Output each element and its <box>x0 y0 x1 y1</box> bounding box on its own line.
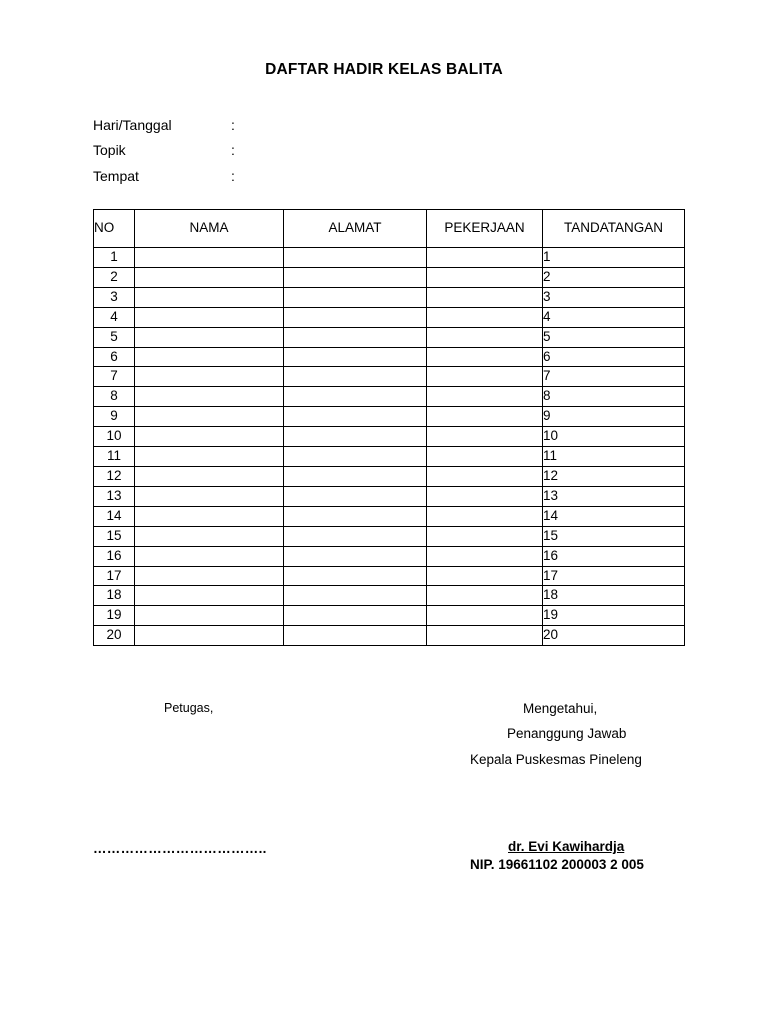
row-number: 8 <box>94 387 135 407</box>
pekerjaan-cell <box>427 347 543 367</box>
tandatangan-cell: 11 <box>543 447 685 467</box>
nama-cell <box>135 626 284 646</box>
table-row <box>94 307 685 327</box>
table-row <box>94 267 685 287</box>
pekerjaan-cell <box>427 626 543 646</box>
table-row <box>94 248 685 268</box>
tandatangan-cell: 19 <box>543 606 685 626</box>
table-row <box>94 486 685 506</box>
alamat-cell <box>284 566 427 586</box>
row-number: 18 <box>94 586 135 606</box>
alamat-cell <box>284 586 427 606</box>
pekerjaan-cell <box>427 387 543 407</box>
row-number: 5 <box>94 327 135 347</box>
table-row <box>94 327 685 347</box>
pekerjaan-cell <box>427 546 543 566</box>
header-nama: NAMA <box>135 210 284 248</box>
tandatangan-cell: 14 <box>543 506 685 526</box>
attendance-table <box>93 209 685 646</box>
table-row <box>94 586 685 606</box>
field-separator: : <box>231 117 235 133</box>
alamat-cell <box>284 626 427 646</box>
row-number: 10 <box>94 427 135 447</box>
tandatangan-cell: 18 <box>543 586 685 606</box>
penanggung-jawab-label: Penanggung Jawab <box>507 726 627 741</box>
table-row <box>94 526 685 546</box>
alamat-cell <box>284 546 427 566</box>
nama-cell <box>135 347 284 367</box>
pekerjaan-cell <box>427 327 543 347</box>
row-number: 9 <box>94 407 135 427</box>
nama-cell <box>135 546 284 566</box>
table-row <box>94 466 685 486</box>
kepala-puskesmas-label: Kepala Puskesmas Pineleng <box>470 752 642 767</box>
nama-cell <box>135 506 284 526</box>
row-number: 7 <box>94 367 135 387</box>
alamat-cell <box>284 526 427 546</box>
tandatangan-cell: 2 <box>543 267 685 287</box>
tandatangan-cell: 9 <box>543 407 685 427</box>
nama-cell <box>135 407 284 427</box>
pekerjaan-cell <box>427 267 543 287</box>
row-number: 1 <box>94 248 135 268</box>
nama-cell <box>135 287 284 307</box>
pekerjaan-cell <box>427 447 543 467</box>
field-topik <box>93 142 235 158</box>
table-header-row <box>94 210 685 248</box>
alamat-cell <box>284 287 427 307</box>
alamat-cell <box>284 248 427 268</box>
header-alamat: ALAMAT <box>284 210 427 248</box>
doctor-nip: NIP. 19661102 200003 2 005 <box>470 857 644 872</box>
alamat-cell <box>284 327 427 347</box>
row-number: 3 <box>94 287 135 307</box>
alamat-cell <box>284 606 427 626</box>
tandatangan-cell: 15 <box>543 526 685 546</box>
row-number: 13 <box>94 486 135 506</box>
pekerjaan-cell <box>427 526 543 546</box>
nama-cell <box>135 486 284 506</box>
row-number: 6 <box>94 347 135 367</box>
document-title: DAFTAR HADIR KELAS BALITA <box>265 61 503 78</box>
tandatangan-cell: 13 <box>543 486 685 506</box>
field-separator: : <box>231 142 235 158</box>
nama-cell <box>135 307 284 327</box>
tandatangan-cell: 16 <box>543 546 685 566</box>
nama-cell <box>135 466 284 486</box>
field-label: Tempat <box>93 168 139 184</box>
table-row <box>94 506 685 526</box>
nama-cell <box>135 267 284 287</box>
table-row <box>94 387 685 407</box>
alamat-cell <box>284 486 427 506</box>
field-label: Hari/Tanggal <box>93 117 172 133</box>
pekerjaan-cell <box>427 407 543 427</box>
tandatangan-cell: 8 <box>543 387 685 407</box>
nama-cell <box>135 427 284 447</box>
mengetahui-label: Mengetahui, <box>523 701 598 716</box>
row-number: 12 <box>94 466 135 486</box>
field-separator: : <box>231 168 235 184</box>
field-tempat <box>93 168 235 184</box>
nama-cell <box>135 367 284 387</box>
petugas-label: Petugas, <box>164 701 214 715</box>
row-number: 15 <box>94 526 135 546</box>
tandatangan-cell: 6 <box>543 347 685 367</box>
table-row <box>94 606 685 626</box>
pekerjaan-cell <box>427 307 543 327</box>
row-number: 11 <box>94 447 135 467</box>
row-number: 16 <box>94 546 135 566</box>
pekerjaan-cell <box>427 486 543 506</box>
nama-cell <box>135 248 284 268</box>
table-row <box>94 566 685 586</box>
tandatangan-cell: 3 <box>543 287 685 307</box>
alamat-cell <box>284 447 427 467</box>
petugas-signature-line: ……………………………….. <box>93 841 267 856</box>
header-tandatangan: TANDATANGAN <box>543 210 685 248</box>
pekerjaan-cell <box>427 566 543 586</box>
pekerjaan-cell <box>427 367 543 387</box>
pekerjaan-cell <box>427 287 543 307</box>
pekerjaan-cell <box>427 606 543 626</box>
table-row <box>94 626 685 646</box>
alamat-cell <box>284 367 427 387</box>
pekerjaan-cell <box>427 586 543 606</box>
tandatangan-cell: 4 <box>543 307 685 327</box>
field-hari-tanggal <box>93 117 235 133</box>
header-pekerjaan: PEKERJAAN <box>427 210 543 248</box>
table-row <box>94 287 685 307</box>
row-number: 17 <box>94 566 135 586</box>
tandatangan-cell: 17 <box>543 566 685 586</box>
nama-cell <box>135 387 284 407</box>
table-row <box>94 367 685 387</box>
table-row <box>94 447 685 467</box>
table-row <box>94 347 685 367</box>
tandatangan-cell: 1 <box>543 248 685 268</box>
nama-cell <box>135 526 284 546</box>
nama-cell <box>135 327 284 347</box>
nama-cell <box>135 447 284 467</box>
alamat-cell <box>284 427 427 447</box>
pekerjaan-cell <box>427 248 543 268</box>
row-number: 14 <box>94 506 135 526</box>
pekerjaan-cell <box>427 506 543 526</box>
table-row <box>94 546 685 566</box>
tandatangan-cell: 20 <box>543 626 685 646</box>
alamat-cell <box>284 307 427 327</box>
tandatangan-cell: 10 <box>543 427 685 447</box>
alamat-cell <box>284 387 427 407</box>
alamat-cell <box>284 506 427 526</box>
alamat-cell <box>284 347 427 367</box>
alamat-cell <box>284 466 427 486</box>
doctor-name: dr. Evi Kawihardja <box>508 839 625 854</box>
tandatangan-cell: 7 <box>543 367 685 387</box>
alamat-cell <box>284 407 427 427</box>
pekerjaan-cell <box>427 466 543 486</box>
tandatangan-cell: 5 <box>543 327 685 347</box>
row-number: 4 <box>94 307 135 327</box>
nama-cell <box>135 566 284 586</box>
table-row <box>94 407 685 427</box>
row-number: 2 <box>94 267 135 287</box>
table-row <box>94 427 685 447</box>
header-no: NO <box>94 210 135 248</box>
tandatangan-cell: 12 <box>543 466 685 486</box>
pekerjaan-cell <box>427 427 543 447</box>
nama-cell <box>135 606 284 626</box>
alamat-cell <box>284 267 427 287</box>
nama-cell <box>135 586 284 606</box>
row-number: 19 <box>94 606 135 626</box>
field-label: Topik <box>93 142 126 158</box>
row-number: 20 <box>94 626 135 646</box>
